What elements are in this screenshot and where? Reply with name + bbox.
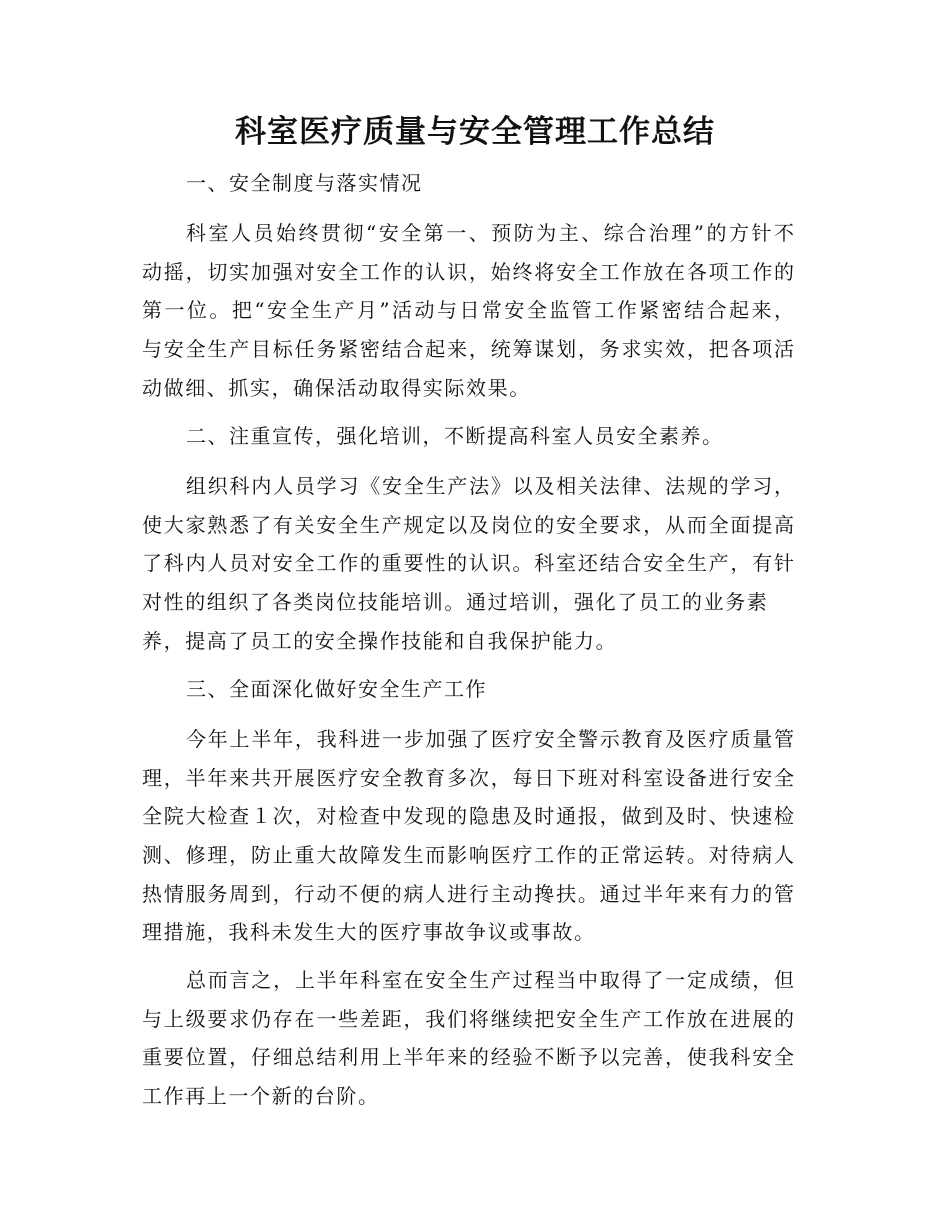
paragraph-line: 理措施，我科未发生大的医疗事故争议或事故。 <box>142 920 596 945</box>
paragraph-line: 动做细、抓实，确保活动取得实际效果。 <box>142 375 531 400</box>
paragraph-line: 全院大检查１次，对检查中发现的隐患及时通报，做到及时、快速检 <box>142 804 794 829</box>
paragraph-line: 今年上半年，我科进一步加强了医疗安全警示教育及医疗质量管 <box>186 727 794 751</box>
paragraph-line: 了科内人员对安全工作的重要性的认识。科室还结合安全生产，有针 <box>142 551 794 576</box>
paragraph-line: 动摇，切实加强对安全工作的认识，始终将安全工作放在各项工作的 <box>142 259 794 284</box>
section-paragraph-2 <box>142 467 794 660</box>
paragraph-line: 总而言之，上半年科室在安全生产过程当中取得了一定成绩，但 <box>186 968 794 992</box>
paragraph-line: 养，提高了员工的安全操作技能和自我保护能力。 <box>142 628 618 653</box>
paragraph-line: 与上级要求仍存在一些差距，我们将继续把安全生产工作放在进展的 <box>142 1006 794 1031</box>
paragraph-line: 热情服务周到，行动不便的病人进行主动搀扶。通过半年来有力的管 <box>142 881 794 906</box>
section-heading-3: 三、全面深化做好安全生产工作 <box>186 677 487 701</box>
section-paragraph-1 <box>142 214 794 407</box>
section-heading-1: 一、安全制度与落实情况 <box>186 171 423 195</box>
document-title: 科室医疗质量与安全管理工作总结 <box>235 114 715 150</box>
paragraph-line: 测、修理，防止重大故障发生而影响医疗工作的正常运转。对待病人 <box>142 843 794 868</box>
paragraph-line: 组织科内人员学习《安全生产法》以及相关法律、法规的学习， <box>186 474 794 498</box>
paragraph-line: 理，半年来共开展医疗安全教育多次，每日下班对科室设备进行安全 <box>142 765 794 790</box>
paragraph-line: 使大家熟悉了有关安全生产规定以及岗位的安全要求，从而全面提高 <box>142 512 794 537</box>
section-heading-2: 二、注重宣传，强化培训，不断提高科室人员安全素养。 <box>186 424 724 448</box>
section-paragraph-3 <box>142 720 794 952</box>
paragraph-line: 第一位。把“安全生产月”活动与日常安全监管工作紧密结合起来， <box>142 298 794 323</box>
paragraph-line: 对性的组织了各类岗位技能培训。通过培训，强化了员工的业务素 <box>142 590 769 615</box>
paragraph-line: 重要位置，仔细总结利用上半年来的经验不断予以完善，使我科安全 <box>142 1045 794 1070</box>
paragraph-line: 科室人员始终贯彻“安全第一、预防为主、综合治理”的方针不 <box>186 221 794 245</box>
conclusion-paragraph <box>142 961 794 1116</box>
paragraph-line: 工作再上一个新的台阶。 <box>142 1084 380 1109</box>
paragraph-line: 与安全生产目标任务紧密结合起来，统筹谋划，务求实效，把各项活 <box>142 337 794 362</box>
